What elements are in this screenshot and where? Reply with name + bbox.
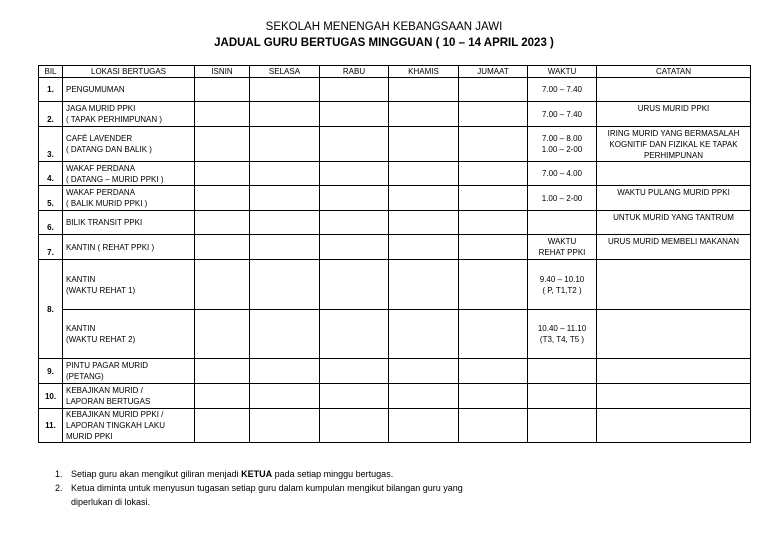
row-lokasi-line: (WAKTU REHAT 2)	[66, 335, 136, 344]
row-lokasi-line: MURID PPKI	[66, 432, 113, 441]
row-catatan	[597, 78, 751, 102]
row-lokasi	[63, 384, 195, 409]
duty-schedule-table	[38, 65, 751, 443]
ketua-bold: KETUA	[241, 469, 273, 479]
table-row	[39, 127, 751, 162]
row-catatan	[597, 409, 751, 443]
duty-cell[interactable]	[250, 384, 320, 409]
row-waktu-line: 1.00 – 2-00	[541, 145, 583, 154]
duty-cell[interactable]	[195, 384, 250, 409]
duty-cell[interactable]	[389, 102, 459, 127]
duty-cell[interactable]	[250, 409, 320, 443]
row-catatan	[597, 102, 751, 127]
row-catatan	[597, 235, 751, 260]
col-jumaat: JUMAAT	[459, 66, 528, 78]
row-bil: 11.	[39, 409, 63, 443]
table-header-row	[39, 66, 751, 78]
row-lokasi	[63, 78, 195, 102]
row-lokasi-line: LAPORAN BERTUGAS	[66, 397, 151, 406]
col-waktu: WAKTU	[528, 66, 597, 78]
duty-cell[interactable]	[459, 384, 528, 409]
duty-cell[interactable]	[195, 211, 250, 235]
row-catatan	[597, 310, 751, 359]
duty-cell[interactable]	[459, 260, 528, 310]
row-bil: 9.	[39, 359, 63, 384]
row-bil: 1.	[39, 78, 63, 102]
duty-cell[interactable]	[459, 211, 528, 235]
row-catatan	[597, 162, 751, 186]
row-bil: 4.	[39, 162, 63, 186]
duty-cell[interactable]	[195, 127, 250, 162]
row-lokasi-line: JAGA MURID PPKI	[66, 104, 136, 113]
row-catatan	[597, 359, 751, 384]
row-lokasi-line: KANTIN ( REHAT PPKI )	[66, 242, 155, 252]
col-lokasi: LOKASI BERTUGAS	[63, 66, 195, 78]
duty-cell[interactable]	[320, 359, 389, 384]
duty-cell[interactable]	[195, 78, 250, 102]
duty-cell[interactable]	[195, 310, 250, 359]
row-catatan	[597, 211, 751, 235]
duty-cell[interactable]	[389, 310, 459, 359]
table-row	[39, 260, 751, 310]
row-lokasi-line: BILIK TRANSIT PPKI	[66, 218, 143, 227]
row-lokasi-line: (WAKTU REHAT 1)	[66, 285, 136, 295]
row-bil: 8.	[39, 260, 63, 359]
schedule-title: JADUAL GURU BERTUGAS MINGGUAN ( 10 – 14 APRIL 2023 )	[214, 37, 554, 49]
row-catatan	[597, 384, 751, 409]
duty-cell[interactable]	[320, 260, 389, 310]
row-waktu	[528, 235, 597, 260]
table-row	[39, 409, 751, 443]
duty-cell[interactable]	[320, 235, 389, 260]
row-bil: 6.	[39, 211, 63, 235]
row-lokasi-line: ( DATANG DAN BALIK )	[66, 145, 152, 154]
duty-cell[interactable]	[459, 162, 528, 186]
row-lokasi-line: KEBAJIKAN MURID /	[66, 386, 143, 395]
row-waktu	[528, 78, 597, 102]
duty-cell[interactable]	[195, 102, 250, 127]
duty-cell[interactable]	[459, 359, 528, 384]
row-waktu	[528, 409, 597, 443]
row-lokasi-line: WAKAF PERDANA	[66, 188, 136, 197]
row-waktu-line: 1.00 – 2-00	[541, 193, 583, 203]
row-lokasi-line: PENGUMUMAN	[66, 85, 125, 94]
row-waktu	[528, 359, 597, 384]
row-lokasi	[63, 127, 195, 162]
duty-cell[interactable]	[389, 211, 459, 235]
table-row	[39, 78, 751, 102]
duty-cell[interactable]	[320, 102, 389, 127]
duty-cell[interactable]	[250, 162, 320, 186]
duty-cell[interactable]	[250, 235, 320, 260]
duty-cell[interactable]	[459, 409, 528, 443]
row-catatan-line: UNTUK MURID YANG TANTRUM	[613, 213, 734, 222]
duty-cell[interactable]	[389, 186, 459, 211]
duty-cell[interactable]	[320, 211, 389, 235]
row-lokasi	[63, 409, 195, 443]
table-row	[39, 211, 751, 235]
duty-cell[interactable]	[195, 162, 250, 186]
duty-cell[interactable]	[320, 310, 389, 359]
row-bil: 10.	[39, 384, 63, 409]
note-1	[55, 467, 491, 481]
col-khamis: KHAMIS	[389, 66, 459, 78]
duty-cell[interactable]	[250, 359, 320, 384]
note-text: Setiap guru akan mengikut giliran menjadi KETUA pada setiap minggu bertugas.	[71, 469, 394, 479]
duty-cell[interactable]	[195, 186, 250, 211]
duty-cell[interactable]	[250, 186, 320, 211]
col-selasa: SELASA	[250, 66, 320, 78]
row-bil: 3.	[39, 127, 63, 162]
row-catatan	[597, 186, 751, 211]
duty-cell[interactable]	[320, 78, 389, 102]
table-row	[39, 235, 751, 260]
note-2	[55, 481, 491, 509]
row-catatan-line: URUS MURID PPKI	[637, 104, 710, 113]
duty-cell[interactable]	[389, 127, 459, 162]
row-catatan-line: KOGNITIF DAN FIZIKAL KE TAPAK	[609, 140, 738, 149]
duty-cell[interactable]	[195, 235, 250, 260]
duty-cell[interactable]	[320, 186, 389, 211]
col-bil: BIL	[39, 66, 63, 78]
col-rabu: RABU	[320, 66, 389, 78]
duty-cell[interactable]	[250, 78, 320, 102]
duty-cell[interactable]	[459, 310, 528, 359]
row-lokasi-line: ( DATANG – MURID PPKI )	[66, 174, 164, 184]
row-waktu-line: REHAT PPKI	[538, 248, 586, 257]
table-row	[39, 186, 751, 211]
row-waktu-line: WAKTU	[547, 237, 577, 246]
row-catatan-line: PERHIMPUNAN	[643, 151, 704, 160]
row-waktu-line: 7.00 – 4.00	[541, 169, 583, 178]
row-waktu-line: 7.00 – 7.40	[541, 109, 583, 119]
row-bil: 7.	[39, 235, 63, 260]
table-row	[39, 310, 751, 359]
duty-cell[interactable]	[459, 78, 528, 102]
row-waktu-line: 7.00 – 8.00	[541, 134, 583, 143]
duty-cell[interactable]	[459, 102, 528, 127]
row-waktu-line: 9.40 – 10.10	[539, 274, 585, 284]
table-row	[39, 384, 751, 409]
duty-cell[interactable]	[250, 310, 320, 359]
row-lokasi-line: KANTIN	[66, 324, 96, 333]
duty-cell[interactable]	[320, 127, 389, 162]
duty-cell[interactable]	[389, 260, 459, 310]
duty-cell[interactable]	[250, 260, 320, 310]
duty-cell[interactable]	[459, 127, 528, 162]
row-lokasi-line: LAPORAN TINGKAH LAKU	[66, 421, 165, 430]
row-lokasi	[63, 102, 195, 127]
row-waktu	[528, 211, 597, 235]
row-lokasi	[63, 162, 195, 186]
duty-cell[interactable]	[389, 162, 459, 186]
row-waktu	[528, 102, 597, 127]
row-lokasi	[63, 310, 195, 359]
duty-cell[interactable]	[459, 235, 528, 260]
row-waktu	[528, 186, 597, 211]
duty-cell[interactable]	[320, 162, 389, 186]
row-lokasi-line: WAKAF PERDANA	[66, 163, 136, 173]
row-waktu-line: 10.40 – 11.10	[537, 324, 587, 333]
duty-cell[interactable]	[389, 78, 459, 102]
row-lokasi-line: PINTU PAGAR MURID	[66, 361, 149, 370]
duty-cell[interactable]	[195, 359, 250, 384]
duty-cell[interactable]	[195, 260, 250, 310]
row-lokasi	[63, 359, 195, 384]
note-text: Ketua diminta untuk menyusun tugasan setiap guru dalam kumpulan mengikut bilangan guru yang diperlukan di lokasi.	[71, 483, 463, 507]
duty-cell[interactable]	[389, 384, 459, 409]
row-lokasi-line: KEBAJIKAN MURID PPKI /	[66, 410, 164, 419]
note-number: 1.	[55, 469, 63, 479]
table-row	[39, 162, 751, 186]
table-row	[39, 102, 751, 127]
row-lokasi	[63, 186, 195, 211]
row-lokasi	[63, 260, 195, 310]
row-catatan-line: URUS MURID MEMBELI MAKANAN	[607, 237, 740, 246]
col-catatan: CATATAN	[597, 66, 751, 78]
row-lokasi-line: (PETANG)	[66, 372, 104, 381]
row-lokasi	[63, 211, 195, 235]
duty-cell[interactable]	[250, 102, 320, 127]
row-waktu	[528, 384, 597, 409]
duty-cell[interactable]	[389, 409, 459, 443]
row-catatan	[597, 260, 751, 310]
duty-cell[interactable]	[195, 409, 250, 443]
row-waktu	[528, 310, 597, 359]
row-catatan-line: IRING MURID YANG BERMASALAH	[607, 129, 740, 138]
duty-cell[interactable]	[459, 186, 528, 211]
row-bil: 5.	[39, 186, 63, 211]
row-lokasi-line: KANTIN	[66, 274, 96, 284]
row-waktu	[528, 127, 597, 162]
row-waktu-line: (T3, T4, T5 )	[539, 335, 585, 344]
school-name: SEKOLAH MENENGAH KEBANGSAAN JAWI	[265, 21, 503, 33]
row-lokasi	[63, 235, 195, 260]
duty-cell[interactable]	[389, 235, 459, 260]
row-bil: 2.	[39, 102, 63, 127]
notes	[55, 467, 491, 509]
note-number: 2.	[55, 483, 63, 493]
duty-cell[interactable]	[250, 127, 320, 162]
duty-cell[interactable]	[320, 409, 389, 443]
row-lokasi-line: CAFÉ LAVENDER	[66, 134, 133, 143]
duty-cell[interactable]	[389, 359, 459, 384]
table-row	[39, 359, 751, 384]
row-catatan-line: WAKTU PULANG MURID PPKI	[617, 188, 730, 197]
duty-cell[interactable]	[250, 211, 320, 235]
row-waktu	[528, 162, 597, 186]
row-waktu-line: 7.00 – 7.40	[541, 85, 583, 94]
duty-cell[interactable]	[320, 384, 389, 409]
row-waktu-line: ( P, T1,T2 )	[542, 285, 582, 295]
col-isnin: ISNIN	[195, 66, 250, 78]
row-catatan	[597, 127, 751, 162]
row-lokasi-line: ( BALIK MURID PPKI )	[66, 199, 148, 208]
row-waktu	[528, 260, 597, 310]
row-lokasi-line: ( TAPAK PERHIMPUNAN )	[66, 115, 163, 124]
